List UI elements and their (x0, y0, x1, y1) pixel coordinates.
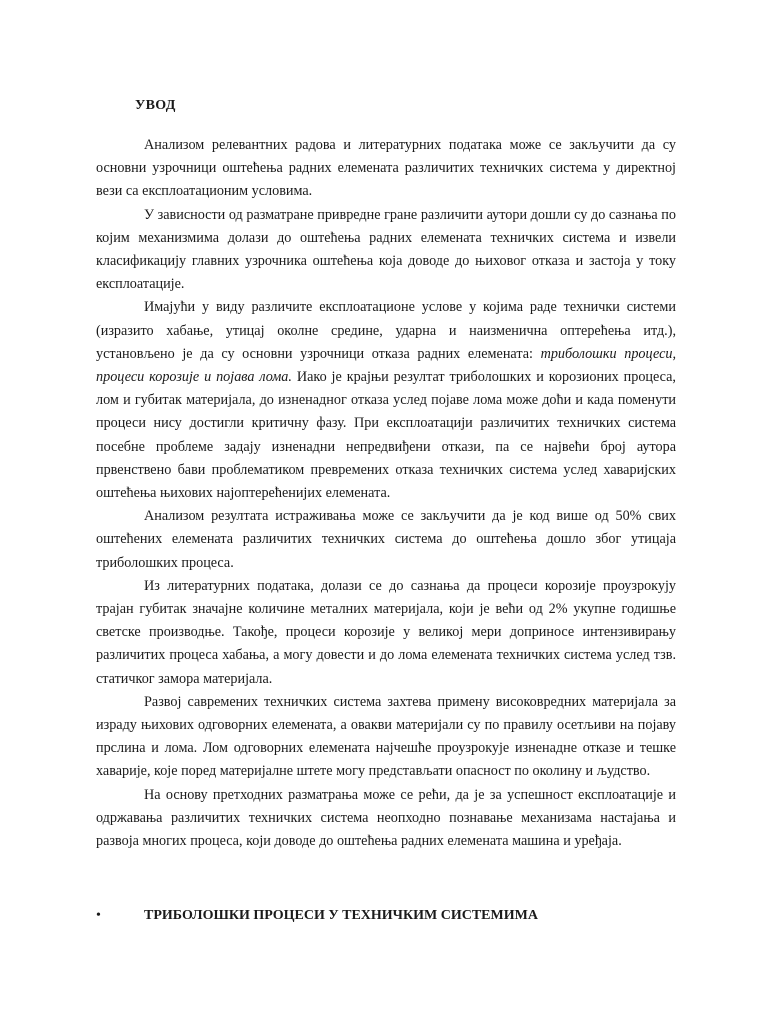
bullet-marker: • (96, 908, 101, 923)
paragraph-3-text-b: Иако је крајњи резултат триболошких и корозионих процеса, лом и губитак материјала, до изненадног отказа услед појаве лома може доћи и када поменути процеси нису достигли критичну фазу. При експлоатацији различитих техничких система посебне проблеме задају изненадни непредвиђени откази, па се највећи број аутора првенствено бави проблематиком превремених отказа техничких система услед хаваријских оштећења њихових најоптерећенијих елемената. (96, 369, 676, 502)
body-text (96, 134, 676, 853)
paragraph-4: Анализом резултата истраживања може се закључити да је код више од 50% свих оштећених елемената различитих техничких система до оштећења дошло због утицаја триболошких процеса. (96, 508, 676, 571)
paragraph-3-italic: триболошки процеси, процеси корозије и појава лома. (96, 345, 677, 386)
paragraph-2: У зависности од разматране привредне гране различити аутори дошли су до сазнања по којим механизмима долази до оштећења радних елемената техничких система и извели класификацију главних узрочника оштећења која доводе до њиховог отказа и застоја у току експлоатације. (96, 206, 676, 293)
paragraph-3-text-a: Имајући у виду различите експлоатационе услове у којима раде технички системи (изразито хабање, утицај околне средине, ударна и наизменична оптерећења итд.), установљено је да су основни узрочници отказа радних елемената: (96, 299, 676, 362)
paragraph-7: На основу претходних разматрања може се рећи, да је за успешност експлоатације и одржавања различитих техничких система неопходно познавање механизама настајања и развоја многих процеса, који доводе до оштећења радних елемената машина и уређаја. (96, 786, 676, 850)
paragraph-5: Из литературних података, долази се до сазнања да процеси корозије проузрокују трајан губитак значајне количине металних материјала, који је већи од 2% укупне годишње светске производње. Такође, процеси корозије у великој мери доприносе интензивирању различитих процеса хабања, а могу довести и до лома елемената техничких система услед тзв. статичког замора материјала. (96, 577, 676, 687)
paragraph-6: Развој савремених техничких система захтева примену високовредних материјала за израду њихових одговорних елемената, а овакви материјали су по правилу осетљиви на појаву прслина и лома. Лом одговорних елемената најчешће проузрокује изненадне отказе и тешке хаварије, које поред материјалне штете могу представљати опасност по околину и људство. (96, 693, 676, 780)
page-title: УВОД (135, 98, 176, 113)
paragraph-3 (96, 296, 676, 505)
section-title: ТРИБОЛОШКИ ПРОЦЕСИ У ТЕХНИЧКИМ СИСТЕМИМА (144, 908, 538, 923)
section-heading (96, 908, 676, 924)
paragraph-1: Анализом релевантних радова и литературних података може се закључити да су основни узрочници оштећења радних елемената различитих техничких система у директној вези са експлоатационим условима. (96, 137, 676, 200)
